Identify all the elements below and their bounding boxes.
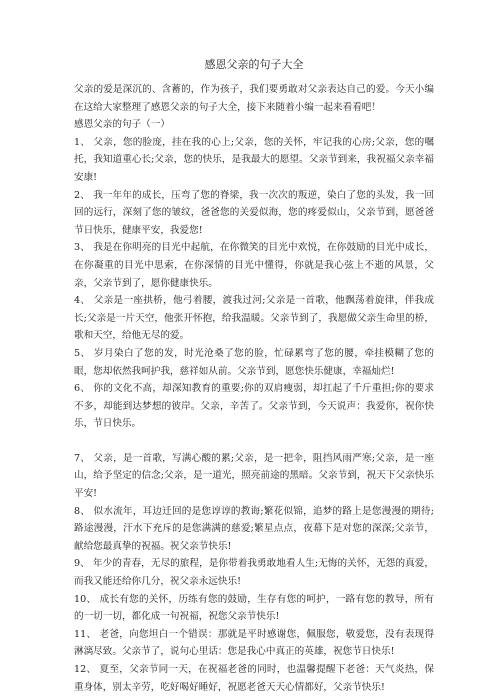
paragraph-spacer	[74, 433, 434, 450]
list-item: 5、 岁月染白了您的发，时光沧桑了您的脸，忙碌累弯了您的腰，牵挂模糊了您的眼，您却依然我呵护我，慈祥如从前。父亲节到，愿您快乐健康，幸福灿烂!	[74, 347, 434, 377]
list-item: 7、 父亲，是一首歌，写满心酸的累;父亲，是一把伞，阻挡风雨严寒;父亲，是一座山，给予坚定的信念;父亲，是一道光，照亮前途的黑暗。父亲节到，祝天下父亲快乐平安!	[74, 452, 434, 500]
list-item: 3、 我是在你明亮的目光中起航，在你微笑的目光中欢悦，在你鼓励的目光中成长，在你凝重的目光中思索，在你深情的目光中懂得，你就是我心弦上不逝的风景，父亲，父亲节到了，愿你健康快乐。	[74, 242, 434, 289]
list-item: 12、 夏至，父亲节同一天，在祝福老爸的同时，也温馨提醒下老爸：天气炎热，保重身体，别太辛劳，吃好喝好睡好，祝愿老爸天天心情都好，父亲节快乐!	[74, 664, 434, 693]
list-item: 6、 你的文化不高，却深知教育的重要;你的双肩瘦弱，却扛起了千斤重担;你的要求不多，却能到达梦想的彼岸。父亲，辛苦了。父亲节到，今天说声：我爱你，祝你快乐，节日快乐。	[74, 383, 434, 430]
list-item: 2、 我一年年的成长，压弯了您的脊梁，我一次次的叛逆，染白了您的头发，我一回回的远行，深刻了您的皱纹，爸爸您的关爱似海，您的疼爱似山，父亲节到，愿爸爸节日快乐，健康平安，我爱您!	[74, 189, 434, 236]
list-item: 10、 成长有您的关怀，历练有您的鼓励，生存有您的呵护，一路有您的教导，所有的一切一切，都化成一句祝福，祝您父亲节快乐!	[74, 593, 434, 623]
list-item: 8、 似水流年，耳边迁回的是您谆谆的教诲;繁花似锦，追梦的路上是您漫漫的期待;路途漫漫，汗水下充斥的是您满满的慈爱;繁星点点，夜幕下是对您的深深;父亲节，献给您最真挚的祝福。祝父亲节快乐!	[74, 505, 434, 552]
list-item: 9、 年少的青春，无尽的旅程，是你带着我勇敢地看人生;无悔的关怀，无怨的真爱，而我又能还给你几分，祝父亲永远快乐!	[74, 558, 434, 588]
page-title: 感恩父亲的句子大全	[204, 58, 304, 71]
section-heading: 感恩父亲的句子（一）	[74, 119, 170, 131]
list-item: 1、 父亲，您的脸庞，挂在我的心上;父亲，您的关怀，牢记我的心房;父亲，您的嘱托，我知道重心长;父亲，您的快乐，是我最大的愿望。父亲节到来，我祝福父亲幸福安康!	[74, 136, 434, 183]
intro-paragraph: 父亲的爱是深沉的、含蓄的，作为孩子，我们要勇敢对父亲表达自己的爱。今天小编在这给大家整理了感恩父亲的句子大全，接下来随着小编一起来看看吧！	[74, 84, 434, 113]
list-item: 11、 老爸，向您坦白一个错误：那就是平时感谢您，佩服您，敬爱您，没有表现得淋漓尽致。父亲节了，说句心里话：您是我心中真正的英雄，祝您节日快乐!	[74, 628, 434, 658]
list-item: 4、 父亲是一座拱桥，他弓着腰，渡我过河;父亲是一首歌，他飘荡着旋律，伴我成长;父亲是一片天空，他张开怀抱，给我温暖。父亲节到了，我愿做父亲生命里的桥，歌和天空，给他无尽的爱。	[74, 295, 434, 342]
